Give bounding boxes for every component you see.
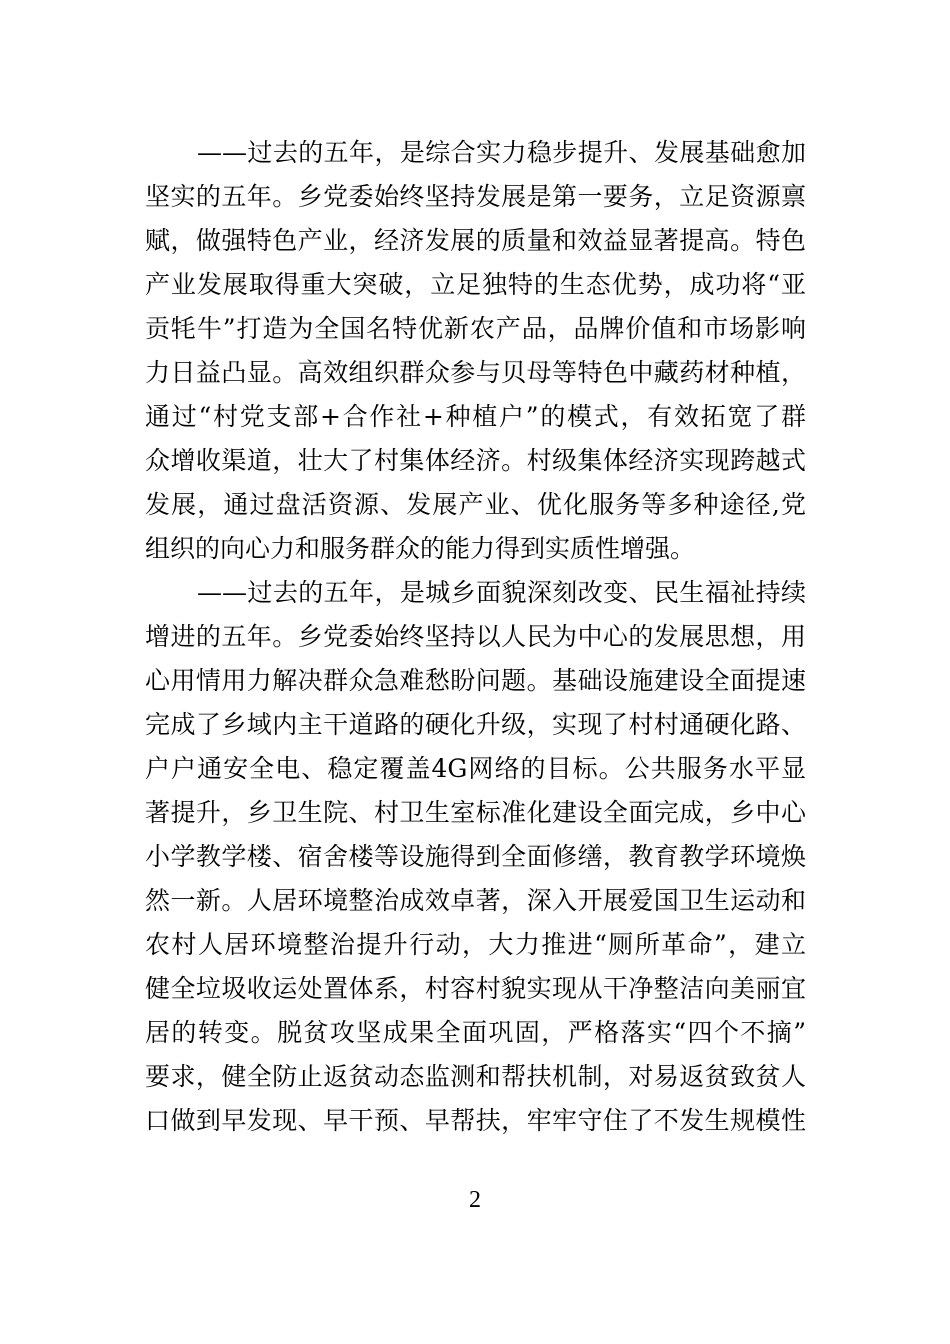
text-line: 产业发展取得重大突破，立足独特的生态优势，成功将“亚 xyxy=(145,270,806,299)
text-line: 增进的五年。乡党委始终坚持以人民为中心的发展思想，用 xyxy=(145,622,806,651)
text-line: 然一新。人居环境整治成效卓著，深入开展爱国卫生运动和 xyxy=(145,886,806,915)
text-line: 赋，做强特色产业，经济发展的质量和效益显著提高。特色 xyxy=(145,226,806,255)
text-line: 组织的向心力和服务群众的能力得到实质性增强。 xyxy=(145,534,696,563)
text-line: 通过“村党支部+合作社+种植户”的模式，有效拓宽了群 xyxy=(145,402,806,431)
text-line: 健全垃圾收运处置体系，村容村貌实现从干净整洁向美丽宜 xyxy=(145,974,806,1003)
text-line: 心用情用力解决群众急难愁盼问题。基础设施建设全面提速 xyxy=(145,666,806,695)
text-line: ——过去的五年，是城乡面貌深刻改变、民生福祉持续 xyxy=(197,578,806,607)
text-line: 户户通安全电、稳定覆盖4G网络的目标。公共服务水平显 xyxy=(145,754,806,783)
text-line: 居的转变。脱贫攻坚成果全面巩固，严格落实“四个不摘” xyxy=(145,1018,806,1047)
text-line: 力日益凸显。高效组织群众参与贝母等特色中藏药材种植， xyxy=(145,358,806,387)
text-line: 众增收渠道，壮大了村集体经济。村级集体经济实现跨越式 xyxy=(145,446,806,475)
text-line: 贡牦牛”打造为全国名特优新农产品，品牌价值和市场影响 xyxy=(145,314,806,343)
text-line: 要求，健全防止返贫动态监测和帮扶机制，对易返贫致贫人 xyxy=(145,1062,806,1091)
page-number: 2 xyxy=(469,1187,481,1213)
text-line: 小学教学楼、宿舍楼等设施得到全面修缮，教育教学环境焕 xyxy=(145,842,806,871)
text-line: 口做到早发现、早干预、早帮扶，牢牢守住了不发生规模性 xyxy=(145,1106,806,1135)
text-line: 著提升，乡卫生院、村卫生室标准化建设全面完成，乡中心 xyxy=(145,798,806,827)
text-line: ——过去的五年，是综合实力稳步提升、发展基础愈加 xyxy=(197,138,806,167)
text-line: 完成了乡域内主干道路的硬化升级，实现了村村通硬化路、 xyxy=(145,710,806,739)
text-line: 发展，通过盘活资源、发展产业、优化服务等多种途径,党 xyxy=(145,490,806,519)
text-line: 农村人居环境整治提升行动，大力推进“厕所革命”，建立 xyxy=(145,930,806,959)
text-line: 坚实的五年。乡党委始终坚持发展是第一要务，立足资源禀 xyxy=(145,182,806,211)
